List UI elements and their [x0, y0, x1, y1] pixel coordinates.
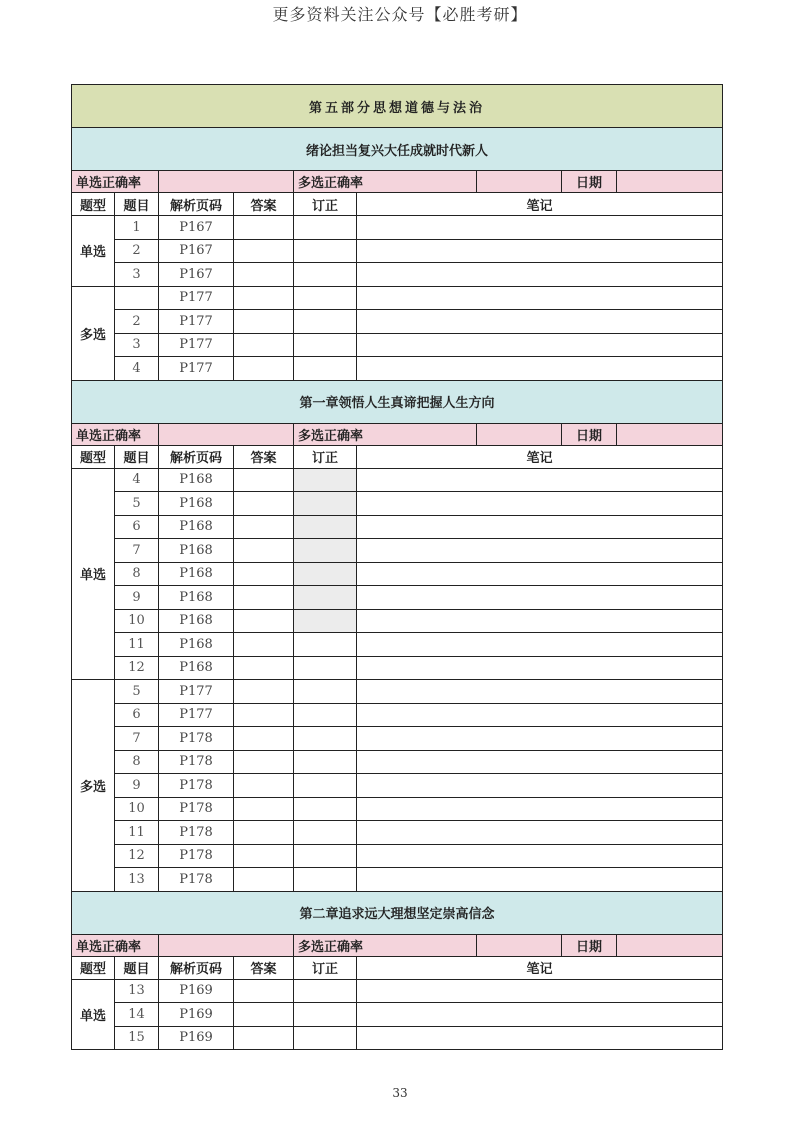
single-accuracy-field[interactable] — [159, 934, 294, 956]
answer-cell[interactable] — [234, 357, 294, 381]
correction-cell[interactable] — [294, 333, 357, 357]
question-row — [72, 656, 723, 680]
question-number: 2 — [115, 239, 159, 263]
question-row — [72, 586, 723, 610]
notes-cell[interactable] — [357, 515, 723, 539]
notes-cell[interactable] — [357, 633, 723, 657]
analysis-page: P177 — [159, 333, 234, 357]
analysis-page: P177 — [159, 357, 234, 381]
correction-cell[interactable] — [294, 680, 357, 704]
correction-cell[interactable] — [294, 609, 357, 633]
correction-cell[interactable] — [294, 703, 357, 727]
analysis-page: P168 — [159, 539, 234, 563]
question-number: 13 — [115, 868, 159, 892]
correction-cell[interactable] — [294, 539, 357, 563]
question-number: 15 — [115, 1026, 159, 1050]
question-row — [72, 750, 723, 774]
answer-cell[interactable] — [234, 468, 294, 492]
question-type-multi: 多选 — [72, 286, 115, 380]
col-fix-header: 订正 — [294, 445, 357, 468]
notes-cell[interactable] — [357, 539, 723, 563]
analysis-page: P168 — [159, 492, 234, 516]
multi-accuracy-label: 多选正确率 — [294, 423, 477, 445]
notes-cell[interactable] — [357, 216, 723, 240]
col-type-header: 题型 — [72, 445, 115, 468]
col-page-header: 解析页码 — [159, 445, 234, 468]
analysis-page: P178 — [159, 797, 234, 821]
col-type-header: 题型 — [72, 956, 115, 979]
analysis-page: P178 — [159, 750, 234, 774]
notes-cell[interactable] — [357, 286, 723, 310]
answer-cell[interactable] — [234, 1026, 294, 1050]
correction-cell[interactable] — [294, 492, 357, 516]
question-row — [72, 797, 723, 821]
question-row — [72, 539, 723, 563]
question-number: 4 — [115, 468, 159, 492]
question-number: 6 — [115, 515, 159, 539]
answer-cell[interactable] — [234, 515, 294, 539]
correction-cell[interactable] — [294, 562, 357, 586]
question-row — [72, 633, 723, 657]
question-number: 8 — [115, 562, 159, 586]
date-field[interactable] — [617, 171, 723, 193]
answer-cell[interactable] — [234, 727, 294, 751]
multi-accuracy-label: 多选正确率 — [294, 171, 477, 193]
answer-cell[interactable] — [234, 844, 294, 868]
notes-cell[interactable] — [357, 680, 723, 704]
analysis-page: P167 — [159, 216, 234, 240]
correction-cell[interactable] — [294, 727, 357, 751]
correction-cell[interactable] — [294, 357, 357, 381]
analysis-page: P177 — [159, 703, 234, 727]
analysis-page: P169 — [159, 979, 234, 1003]
question-number: 8 — [115, 750, 159, 774]
analysis-page: P178 — [159, 727, 234, 751]
correction-cell[interactable] — [294, 468, 357, 492]
correction-cell[interactable] — [294, 979, 357, 1003]
notes-cell[interactable] — [357, 656, 723, 680]
question-row — [72, 868, 723, 892]
correction-cell[interactable] — [294, 586, 357, 610]
notes-cell[interactable] — [357, 703, 723, 727]
analysis-page: P168 — [159, 468, 234, 492]
notes-cell[interactable] — [357, 750, 723, 774]
correction-cell[interactable] — [294, 286, 357, 310]
notes-cell[interactable] — [357, 562, 723, 586]
question-row — [72, 609, 723, 633]
question-row — [72, 562, 723, 586]
question-number: 10 — [115, 609, 159, 633]
question-number: 5 — [115, 680, 159, 704]
question-row — [72, 727, 723, 751]
answer-cell[interactable] — [234, 609, 294, 633]
answer-cell[interactable] — [234, 797, 294, 821]
question-number: 11 — [115, 633, 159, 657]
analysis-page: P177 — [159, 286, 234, 310]
correction-cell[interactable] — [294, 821, 357, 845]
col-page-header: 解析页码 — [159, 193, 234, 216]
col-page-header: 解析页码 — [159, 956, 234, 979]
analysis-page: P177 — [159, 310, 234, 334]
correction-cell[interactable] — [294, 1026, 357, 1050]
question-type-single: 单选 — [72, 979, 115, 1050]
question-type-single: 单选 — [72, 216, 115, 287]
question-row — [72, 333, 723, 357]
answer-cell[interactable] — [234, 492, 294, 516]
analysis-page: P177 — [159, 680, 234, 704]
answer-cell[interactable] — [234, 680, 294, 704]
answer-cell[interactable] — [234, 586, 294, 610]
question-row — [72, 979, 723, 1003]
question-row — [72, 492, 723, 516]
document-header: 更多资料关注公众号【必胜考研】 — [272, 5, 528, 24]
answer-cell[interactable] — [234, 979, 294, 1003]
date-field[interactable] — [617, 423, 723, 445]
question-row — [72, 703, 723, 727]
col-num-header: 题目 — [115, 956, 159, 979]
col-notes-header: 笔记 — [357, 956, 723, 979]
question-type-multi: 多选 — [72, 680, 115, 892]
section-title: 第二章追求远大理想坚定崇高信念 — [72, 891, 723, 934]
correction-cell[interactable] — [294, 263, 357, 287]
correction-cell[interactable] — [294, 844, 357, 868]
question-row — [72, 821, 723, 845]
date-field[interactable] — [617, 934, 723, 956]
col-fix-header: 订正 — [294, 193, 357, 216]
notes-cell[interactable] — [357, 492, 723, 516]
date-label: 日期 — [562, 423, 617, 445]
section-title: 第一章领悟人生真谛把握人生方向 — [72, 380, 723, 423]
notes-cell[interactable] — [357, 844, 723, 868]
question-row — [72, 310, 723, 334]
notes-cell[interactable] — [357, 1026, 723, 1050]
notes-cell[interactable] — [357, 263, 723, 287]
correction-cell[interactable] — [294, 797, 357, 821]
notes-cell[interactable] — [357, 310, 723, 334]
question-row — [72, 357, 723, 381]
analysis-page: P168 — [159, 586, 234, 610]
notes-cell[interactable] — [357, 821, 723, 845]
multi-accuracy-field[interactable] — [477, 934, 562, 956]
answer-cell[interactable] — [234, 774, 294, 798]
correction-cell[interactable] — [294, 216, 357, 240]
analysis-page: P168 — [159, 609, 234, 633]
question-row — [72, 239, 723, 263]
col-answer-header: 答案 — [234, 956, 294, 979]
notes-cell[interactable] — [357, 333, 723, 357]
analysis-page: P167 — [159, 239, 234, 263]
notes-cell[interactable] — [357, 727, 723, 751]
question-number — [115, 286, 159, 310]
question-number: 13 — [115, 979, 159, 1003]
answer-cell[interactable] — [234, 750, 294, 774]
question-number: 6 — [115, 703, 159, 727]
single-accuracy-label: 单选正确率 — [72, 171, 159, 193]
answer-cell[interactable] — [234, 821, 294, 845]
notes-cell[interactable] — [357, 357, 723, 381]
study-record-table — [71, 84, 723, 1050]
question-number: 12 — [115, 844, 159, 868]
question-number: 3 — [115, 263, 159, 287]
notes-cell[interactable] — [357, 1003, 723, 1027]
correction-cell[interactable] — [294, 1003, 357, 1027]
section-title: 绪论担当复兴大任成就时代新人 — [72, 128, 723, 171]
answer-cell[interactable] — [234, 562, 294, 586]
question-number: 12 — [115, 656, 159, 680]
question-number: 11 — [115, 821, 159, 845]
question-number: 4 — [115, 357, 159, 381]
question-row — [72, 1026, 723, 1050]
correction-cell[interactable] — [294, 310, 357, 334]
question-type-single: 单选 — [72, 468, 115, 680]
question-row — [72, 515, 723, 539]
notes-cell[interactable] — [357, 586, 723, 610]
question-row — [72, 216, 723, 240]
col-answer-header: 答案 — [234, 193, 294, 216]
date-label: 日期 — [562, 934, 617, 956]
answer-cell[interactable] — [234, 868, 294, 892]
answer-cell[interactable] — [234, 333, 294, 357]
answer-cell[interactable] — [234, 216, 294, 240]
analysis-page: P169 — [159, 1003, 234, 1027]
question-row — [72, 844, 723, 868]
notes-cell[interactable] — [357, 239, 723, 263]
answer-cell[interactable] — [234, 539, 294, 563]
analysis-page: P178 — [159, 868, 234, 892]
answer-cell[interactable] — [234, 1003, 294, 1027]
correction-cell[interactable] — [294, 239, 357, 263]
notes-cell[interactable] — [357, 868, 723, 892]
notes-cell[interactable] — [357, 468, 723, 492]
col-notes-header: 笔记 — [357, 193, 723, 216]
question-number: 14 — [115, 1003, 159, 1027]
question-row — [72, 286, 723, 310]
multi-accuracy-label: 多选正确率 — [294, 934, 477, 956]
question-row — [72, 1003, 723, 1027]
single-accuracy-label: 单选正确率 — [72, 423, 159, 445]
question-number: 5 — [115, 492, 159, 516]
col-type-header: 题型 — [72, 193, 115, 216]
notes-cell[interactable] — [357, 774, 723, 798]
col-num-header: 题目 — [115, 445, 159, 468]
col-notes-header: 笔记 — [357, 445, 723, 468]
correction-cell[interactable] — [294, 774, 357, 798]
question-number: 1 — [115, 216, 159, 240]
col-num-header: 题目 — [115, 193, 159, 216]
question-row — [72, 263, 723, 287]
answer-cell[interactable] — [234, 263, 294, 287]
single-accuracy-field[interactable] — [159, 171, 294, 193]
question-number: 9 — [115, 774, 159, 798]
question-number: 3 — [115, 333, 159, 357]
question-row — [72, 774, 723, 798]
analysis-page: P167 — [159, 263, 234, 287]
correction-cell[interactable] — [294, 656, 357, 680]
col-fix-header: 订正 — [294, 956, 357, 979]
answer-cell[interactable] — [234, 703, 294, 727]
notes-cell[interactable] — [357, 797, 723, 821]
analysis-page: P178 — [159, 821, 234, 845]
analysis-page: P168 — [159, 562, 234, 586]
correction-cell[interactable] — [294, 515, 357, 539]
question-row — [72, 468, 723, 492]
analysis-page: P178 — [159, 844, 234, 868]
col-answer-header: 答案 — [234, 445, 294, 468]
notes-cell[interactable] — [357, 979, 723, 1003]
analysis-page: P178 — [159, 774, 234, 798]
question-number: 10 — [115, 797, 159, 821]
single-accuracy-label: 单选正确率 — [72, 934, 159, 956]
question-number: 7 — [115, 539, 159, 563]
correction-cell[interactable] — [294, 750, 357, 774]
question-number: 7 — [115, 727, 159, 751]
question-number: 2 — [115, 310, 159, 334]
page-number: 33 — [392, 1086, 408, 1100]
date-label: 日期 — [562, 171, 617, 193]
answer-cell[interactable] — [234, 310, 294, 334]
notes-cell[interactable] — [357, 609, 723, 633]
answer-cell[interactable] — [234, 239, 294, 263]
multi-accuracy-field[interactable] — [477, 171, 562, 193]
multi-accuracy-field[interactable] — [477, 423, 562, 445]
single-accuracy-field[interactable] — [159, 423, 294, 445]
correction-cell[interactable] — [294, 868, 357, 892]
question-row — [72, 680, 723, 704]
question-number: 9 — [115, 586, 159, 610]
analysis-page: P169 — [159, 1026, 234, 1050]
answer-cell[interactable] — [234, 633, 294, 657]
analysis-page: P168 — [159, 515, 234, 539]
answer-cell[interactable] — [234, 656, 294, 680]
part-title: 第五部分思想道德与法治 — [72, 85, 723, 128]
answer-cell[interactable] — [234, 286, 294, 310]
analysis-page: P168 — [159, 633, 234, 657]
correction-cell[interactable] — [294, 633, 357, 657]
analysis-page: P168 — [159, 656, 234, 680]
